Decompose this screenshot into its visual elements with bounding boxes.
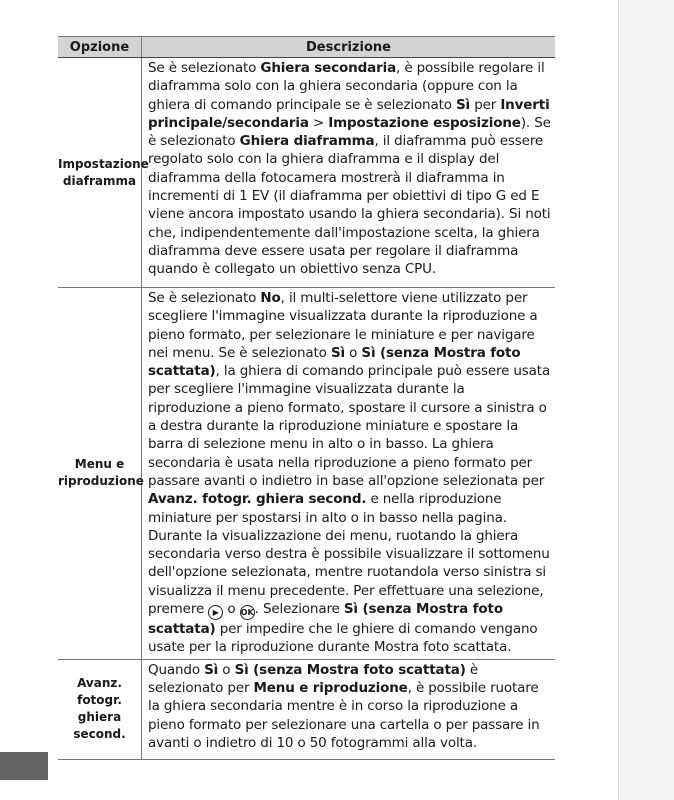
option-description: Quando Sì o Sì (senza Mostra foto scattata) è selezionato per Menu e riproduzione, è possibile ruotare la ghiera secondaria mentre è in corso la riproduzione a pieno formato per selezionare una cartella o per passare in avanti o indietro di 10 o 50 fotogrammi alla volta. bbox=[142, 659, 556, 759]
ok-button-icon: OK bbox=[240, 605, 255, 620]
option-description: Se è selezionato Ghiera secondaria, è possibile regolare il diaframma solo con la ghiera secondaria (oppure con la ghiera di comando principale se è selezionato Sì per Inverti principale/secondaria > Impostazione esposizione). Se è selezionato Ghiera diaframma, il diaframma può essere regolato solo con la ghiera diaframma e il display del diaframma della fotocamera mostrerà il diaframma in incrementi di 1 EV (il diaframma per obiettivi di tipo G ed E viene ancora impostato usando la ghiera secondaria). Si noti che, indipendentemente dall'impostazione scelta, la ghiera diaframma deve essere usata per regolare il diaframma quando è collegato un obiettivo senza CPU. bbox=[142, 58, 556, 288]
options-table bbox=[58, 36, 555, 760]
option-description: Se è selezionato No, il multi-selettore viene utilizzato per scegliere l'immagine visualizzata durante la riproduzione a pieno formato, per selezionare le miniature e per navigare nei menu. Se è selezionato Sì o Sì (senza Mostra foto scattata), la ghiera di comando principale può essere usata per scegliere l'immagine visualizzata durante la riproduzione a pieno formato, spostare il cursore a sinistra o a destra durante la riproduzione miniature e spostare la barra di selezione menu in alto o in basso. La ghiera secondaria è usata nella riproduzione a pieno formato per passare avanti o indietro in base all'opzione selezionata per Avanz. fotogr. ghiera second. e nella riproduzione miniature per spostarsi in alto o in basso nella pagina. Durante la visualizzazione dei menu, ruotando la ghiera secondaria verso destra è possibile visualizzare il sottomenu dell'opzione selezionata, mentre ruotandola verso sinistra si visualizza il menu precedente. Per effettuare una selezione, premere ▶ o OK. Selezionare Sì (senza Mostra foto scattata) per impedire che le ghiere di comando vengano usate per la riproduzione durante Mostra foto scattata. bbox=[142, 288, 556, 660]
option-name: Avanz. fotogr. ghiera second. bbox=[58, 659, 142, 759]
table-row bbox=[58, 659, 555, 759]
option-name: Menu e riproduzione bbox=[58, 288, 142, 660]
option-name: Impostazione diaframma bbox=[58, 58, 142, 288]
table-row bbox=[58, 58, 555, 288]
page-corner-tab bbox=[0, 752, 48, 780]
table-row bbox=[58, 288, 555, 660]
description-column-header: Descrizione bbox=[142, 37, 556, 58]
multi-selector-right-icon: ▶ bbox=[208, 605, 223, 620]
option-column-header: Opzione bbox=[58, 37, 142, 58]
table-header-row bbox=[58, 37, 555, 58]
page-margin bbox=[618, 0, 674, 800]
